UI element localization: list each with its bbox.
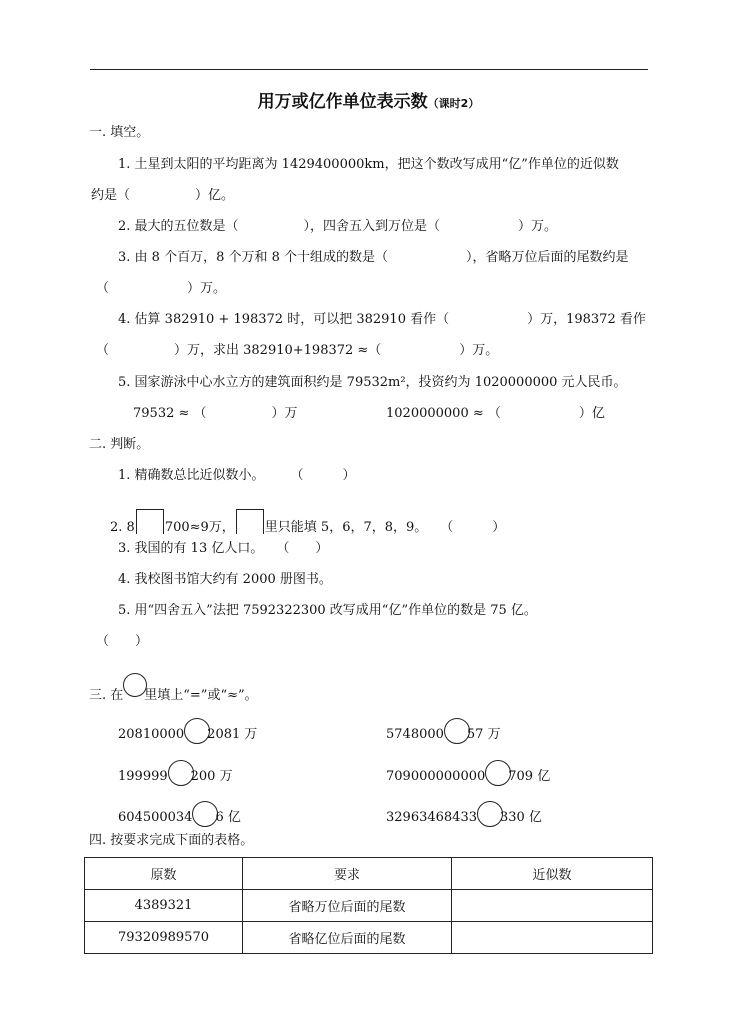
q2-2 bbox=[110, 509, 505, 537]
q1-5-part1: 79532 ≈ （ ）万 bbox=[133, 406, 298, 421]
compare-left: 5748000 bbox=[386, 727, 444, 742]
compare-right: 330 亿 bbox=[499, 810, 542, 825]
cell-approx-answer[interactable] bbox=[452, 922, 653, 954]
section-2-heading: 二. 判断。 bbox=[89, 437, 150, 452]
table-header-row bbox=[85, 858, 653, 890]
section-4-heading: 四. 按要求完成下面的表格。 bbox=[89, 833, 254, 848]
compare-item-3 bbox=[118, 760, 233, 786]
cell-original: 4389321 bbox=[85, 890, 243, 922]
compare-item-2 bbox=[386, 718, 501, 744]
blank-square-1 bbox=[136, 509, 164, 534]
cell-requirement: 省略万位后面的尾数 bbox=[243, 890, 452, 922]
cell-approx-answer[interactable] bbox=[452, 890, 653, 922]
q1-3-line2: （ ）万。 bbox=[96, 281, 227, 296]
q1-2: 2. 最大的五位数是（ ），四舍五入到万位是（ ）万。 bbox=[118, 219, 558, 234]
table-row bbox=[85, 890, 653, 922]
page-title: 用万或亿作单位表示数（课时2） bbox=[257, 92, 480, 112]
q1-5-line1: 5. 国家游泳中心水立方的建筑面积约是 79532m²，投资约为 1020000000 元人民币。 bbox=[118, 375, 627, 390]
q1-3-line1: 3. 由 8 个百万，8 个万和 8 个十组成的数是（ ），省略万位后面的尾数约是 bbox=[118, 250, 629, 265]
header-approx: 近似数 bbox=[452, 858, 653, 890]
compare-item-5 bbox=[118, 801, 241, 827]
q1-5-part2: 1020000000 ≈ （ ）亿 bbox=[386, 406, 605, 421]
section-3-heading bbox=[89, 673, 258, 705]
q2-5-line2: （ ） bbox=[96, 634, 149, 649]
q2-3: 3. 我国的有 13 亿人口。 （ ） bbox=[118, 541, 329, 556]
header-original: 原数 bbox=[85, 858, 243, 890]
q2-2-mid: 700≈9万， bbox=[164, 520, 235, 535]
header-rule bbox=[90, 69, 648, 70]
compare-left: 20810000 bbox=[118, 727, 185, 742]
approximation-table bbox=[84, 857, 653, 954]
q2-2-pre: 2. 8 bbox=[110, 520, 135, 535]
compare-item-1 bbox=[118, 718, 257, 744]
compare-left: 709000000000 bbox=[386, 769, 486, 784]
table-row bbox=[85, 922, 653, 954]
q1-4-line1: 4. 估算 382910 + 198372 时，可以把 382910 看作（ ）万，198372 看作 bbox=[118, 312, 646, 327]
q1-1-line1: 1. 土星到太阳的平均距离为 1429400000km，把这个数改写成用“亿”作单位的近似数 bbox=[118, 157, 619, 172]
section-3-heading-post: 里填上“=”或“≈”。 bbox=[144, 688, 258, 703]
header-requirement: 要求 bbox=[243, 858, 452, 890]
compare-right: 6 亿 bbox=[215, 810, 241, 825]
cell-requirement: 省略亿位后面的尾数 bbox=[243, 922, 452, 954]
compare-left: 199999 bbox=[118, 769, 168, 784]
title-lesson: （课时2） bbox=[427, 97, 480, 110]
q1-1-line2: 约是（ ）亿。 bbox=[91, 188, 235, 203]
compare-item-6 bbox=[386, 801, 542, 827]
cell-original: 79320989570 bbox=[85, 922, 243, 954]
q2-1: 1. 精确数总比近似数小。 （ ） bbox=[118, 468, 356, 483]
compare-right: 57 万 bbox=[466, 727, 501, 742]
compare-right: 200 万 bbox=[190, 769, 233, 784]
q1-4-line2: （ ）万，求出 382910+198372 ≈（ ）万。 bbox=[96, 343, 499, 358]
compare-right: 2081 万 bbox=[207, 727, 258, 742]
q2-4: 4. 我校图书馆大约有 2000 册图书。 bbox=[118, 572, 332, 587]
blank-square-2 bbox=[236, 509, 264, 534]
section-3-heading-pre: 三. 在 bbox=[89, 688, 124, 703]
q2-5-line1: 5. 用“四舍五入”法把 7592322300 改写成用“亿”作单位的数是 75 亿。 bbox=[118, 603, 537, 618]
q2-2-post: 里只能填 5，6，7，8，9。 （ ） bbox=[264, 520, 506, 535]
section-1-heading: 一. 填空。 bbox=[89, 125, 150, 140]
compare-right: 709 亿 bbox=[508, 769, 551, 784]
compare-item-4 bbox=[386, 760, 550, 786]
compare-left: 32963468433 bbox=[386, 810, 477, 825]
compare-left: 604500034 bbox=[118, 810, 193, 825]
